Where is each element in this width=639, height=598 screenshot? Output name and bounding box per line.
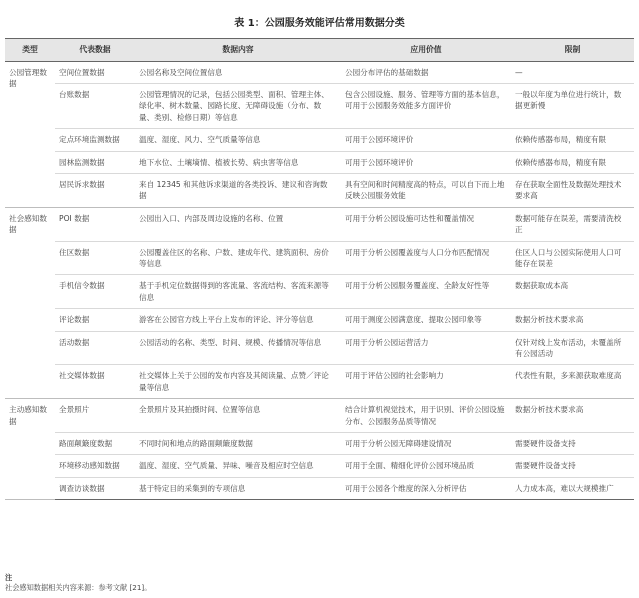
limitation-cell: 代表性有限，多来源获取难度高	[511, 365, 634, 399]
data-content-cell: 公园活动的名称、类型、时间、规模、传播情况等信息	[135, 331, 341, 365]
limitation-cell: 依赖传感器布局，精度有限	[511, 151, 634, 173]
application-value-cell: 可用于公园环境评价	[341, 151, 511, 173]
table-row	[5, 174, 634, 208]
table-row	[5, 455, 634, 477]
application-value-cell: 可用于分析公园设施可达性和覆盖情况	[341, 207, 511, 241]
data-content-cell: 社交媒体上关于公园的发布内容及其阅读量、点赞／评论量等信息	[135, 365, 341, 399]
application-value-cell: 可用于分析公园覆盖度与人口分布匹配情况	[341, 241, 511, 275]
limitation-cell: 数据获取成本高	[511, 275, 634, 309]
limitation-cell: 需要硬件设备支持	[511, 455, 634, 477]
header-application-value: 应用价值	[341, 39, 511, 62]
data-name-cell: 台账数据	[55, 84, 135, 129]
data-content-cell: 不同时间和地点的路面颠簸度数据	[135, 432, 341, 454]
data-content-cell: 公园名称及空间位置信息	[135, 61, 341, 83]
table-title: 表 1：公园服务效能评估常用数据分类	[234, 18, 405, 29]
application-value-cell: 可用于分析公园运营活力	[341, 331, 511, 365]
data-name-cell: 评论数据	[55, 309, 135, 331]
data-content-cell: 地下水位、土壤墒情、植被长势、病虫害等信息	[135, 151, 341, 173]
data-name-cell: 全景照片	[55, 399, 135, 433]
data-content-cell: 游客在公园官方线上平台上发布的评论、评分等信息	[135, 309, 341, 331]
limitation-cell: 依赖传感器布局，精度有限	[511, 129, 634, 151]
application-value-cell: 具有空间和时间精度高的特点，可以自下而上地反映公园服务效能	[341, 174, 511, 208]
header-type: 类型	[5, 39, 55, 62]
data-name-cell: 社交媒体数据	[55, 365, 135, 399]
limitation-cell: 数据分析技术要求高	[511, 399, 634, 433]
data-content-cell: 基于手机定位数据得到的客流量、客流结构、客流来源等信息	[135, 275, 341, 309]
application-value-cell: 可用于全面、精细化评价公园环境品质	[341, 455, 511, 477]
data-name-cell: 居民诉求数据	[55, 174, 135, 208]
table-row	[5, 331, 634, 365]
limitation-cell: 一般以年度为单位进行统计，数据更新慢	[511, 84, 634, 129]
data-name-cell: 住区数据	[55, 241, 135, 275]
limitation-cell: —	[511, 61, 634, 83]
data-content-cell: 公园出入口、内部及周边设施的名称、位置	[135, 207, 341, 241]
table-row	[5, 207, 634, 241]
data-content-cell: 温度、湿度、风力、空气质量等信息	[135, 129, 341, 151]
table-row	[5, 129, 634, 151]
group-type-cell: 主动感知数据	[5, 399, 55, 500]
header-representative-data: 代表数据	[55, 39, 135, 62]
application-value-cell: 可用于分析公园无障碍建设情况	[341, 432, 511, 454]
application-value-cell: 可用于评估公园的社会影响力	[341, 365, 511, 399]
data-name-cell: 活动数据	[55, 331, 135, 365]
table-row	[5, 432, 634, 454]
application-value-cell: 公园分布评估的基础数据	[341, 61, 511, 83]
application-value-cell: 可用于公园环境评价	[341, 129, 511, 151]
table-row	[5, 151, 634, 173]
limitation-cell: 需要硬件设备支持	[511, 432, 634, 454]
table-row	[5, 275, 634, 309]
table-footnote	[5, 573, 151, 592]
table-row	[5, 477, 634, 499]
table-row	[5, 61, 634, 83]
application-value-cell: 结合计算机视觉技术，用于识别、评价公园设施分布、公园服务品质等情况	[341, 399, 511, 433]
limitation-cell: 数据分析技术要求高	[511, 309, 634, 331]
data-content-cell: 基于特定目的采集到的专项信息	[135, 477, 341, 499]
table-row	[5, 365, 634, 399]
data-content-cell: 公园管理情况的记录，包括公园类型、面积、管理主体、绿化率、树木数量、园路长度、无障碍设施（分布、数量、类别、检修日期）等信息	[135, 84, 341, 129]
limitation-cell: 数据可能存在误差，需要清洗校正	[511, 207, 634, 241]
footnote-text: 社会感知数据相关内容来源：参考文献 [21]。	[5, 582, 152, 592]
limitation-cell: 住区人口与公园实际使用人口可能存在误差	[511, 241, 634, 275]
table-header-row	[5, 39, 634, 62]
data-content-cell: 来自 12345 和其他诉求渠道的各类投诉、建议和咨询数据	[135, 174, 341, 208]
header-data-content: 数据内容	[135, 39, 341, 62]
data-content-cell: 温度、湿度、空气质量、异味、噪音及相应时空信息	[135, 455, 341, 477]
table-row	[5, 241, 634, 275]
group-type-cell: 社会感知数据	[5, 207, 55, 398]
table-body	[5, 61, 634, 499]
table-row	[5, 399, 634, 433]
data-name-cell: 环境移动感知数据	[55, 455, 135, 477]
data-content-cell: 公园覆盖住区的名称、户数、建成年代、建筑面积、房价等信息	[135, 241, 341, 275]
application-value-cell: 可用于测度公园满意度、提取公园印象等	[341, 309, 511, 331]
limitation-cell: 存在获取全面性及数据处理技术要求高	[511, 174, 634, 208]
data-name-cell: 手机信令数据	[55, 275, 135, 309]
group-type-cell: 公园管理数据	[5, 61, 55, 207]
header-limitation: 限制	[511, 39, 634, 62]
table-row	[5, 84, 634, 129]
application-value-cell: 包含公园设施、服务、管理等方面的基本信息，可用于公园服务效能多方面评价	[341, 84, 511, 129]
limitation-cell: 仅针对线上发布活动，未覆盖所有公园活动	[511, 331, 634, 365]
data-classification-table	[5, 38, 634, 500]
data-name-cell: 定点环境监测数据	[55, 129, 135, 151]
application-value-cell: 可用于分析公园服务覆盖度、全龄友好性等	[341, 275, 511, 309]
data-name-cell: POI 数据	[55, 207, 135, 241]
limitation-cell: 人力成本高，难以大规模推广	[511, 477, 634, 499]
data-name-cell: 路面颠簸度数据	[55, 432, 135, 454]
data-content-cell: 全景照片及其拍摄时间、位置等信息	[135, 399, 341, 433]
data-name-cell: 空间位置数据	[55, 61, 135, 83]
data-name-cell: 调查访谈数据	[55, 477, 135, 499]
data-name-cell: 园林监测数据	[55, 151, 135, 173]
footnote-title: 注	[5, 573, 13, 582]
application-value-cell: 可用于公园各个维度的深入分析评估	[341, 477, 511, 499]
table-row	[5, 309, 634, 331]
